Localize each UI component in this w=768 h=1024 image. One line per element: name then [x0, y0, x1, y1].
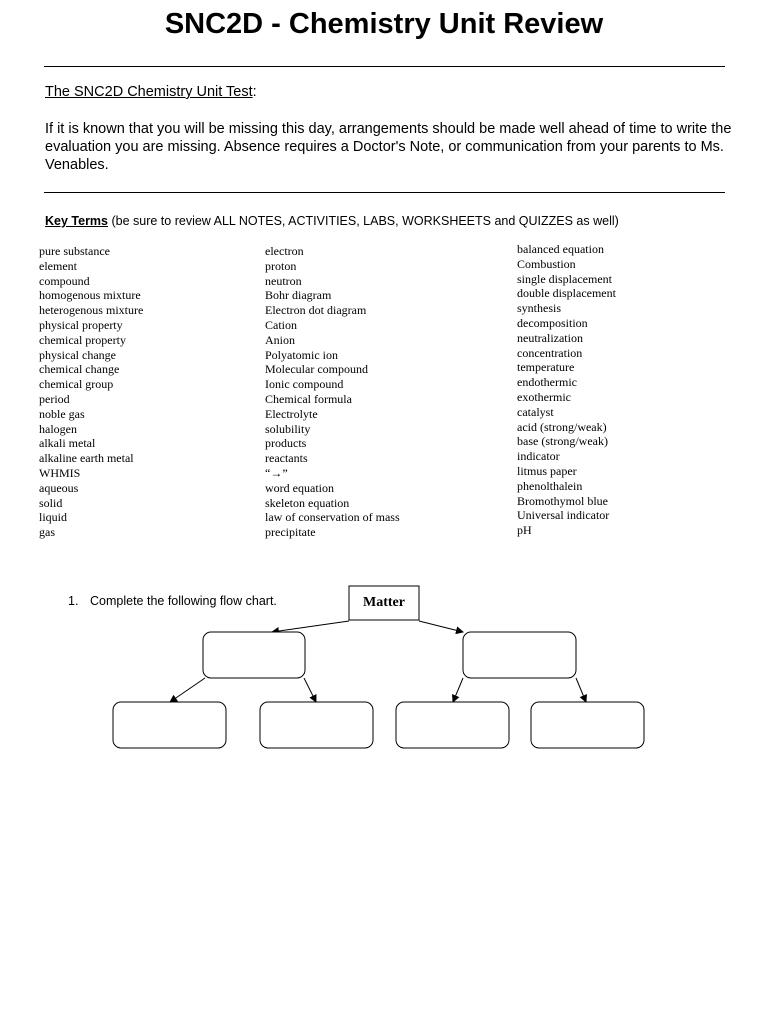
- key-term-item: pure substance: [39, 244, 110, 258]
- test-heading-text: The SNC2D Chemistry Unit Test: [45, 84, 253, 100]
- arrow-right-to-box3: [453, 678, 463, 702]
- key-term-item: aqueous: [39, 480, 79, 495]
- key-term-item: proton: [265, 258, 297, 273]
- key-term-item: alkaline earth metal: [39, 451, 134, 466]
- key-term-item: Electron dot diagram: [265, 303, 367, 318]
- arrow-root-left: [272, 621, 349, 632]
- key-term-item: chemical change: [39, 362, 120, 377]
- key-term-item: physical change: [39, 347, 116, 362]
- key-term-item: chemical group: [39, 377, 114, 392]
- question-text: Complete the following flow chart.: [90, 594, 277, 608]
- key-term-item: decomposition: [517, 315, 588, 330]
- key-term-item: Bohr diagram: [265, 288, 332, 303]
- key-term-item: solid: [39, 495, 63, 510]
- key-term-item: single displacement: [517, 271, 612, 286]
- answer-box-level2-3[interactable]: [396, 702, 509, 748]
- key-term-item: reactants: [265, 451, 308, 466]
- key-term-item: noble gas: [39, 406, 85, 421]
- arrow-right-to-box4: [576, 678, 586, 702]
- key-term-item: base (strong/weak): [517, 434, 608, 449]
- key-term-item: catalyst: [517, 404, 554, 419]
- key-terms-label: Key Terms: [45, 214, 108, 228]
- key-term-item: acid (strong/weak): [517, 419, 607, 434]
- answer-box-level1-left[interactable]: [203, 632, 305, 678]
- test-heading-colon: :: [252, 84, 257, 100]
- key-term-item: WHMIS: [39, 465, 81, 480]
- key-term-item: alkali metal: [39, 436, 96, 451]
- key-term-item: gas: [39, 525, 55, 540]
- key-term-item: indicator: [517, 449, 560, 464]
- key-term-item: physical property: [39, 317, 123, 332]
- arrow-root-right: [419, 621, 463, 632]
- page-title: SNC2D - Chemistry Unit Review: [164, 8, 604, 40]
- key-term-item: endothermic: [517, 375, 577, 390]
- key-term-item: Molecular compound: [265, 362, 368, 377]
- key-term-item: element: [39, 258, 77, 273]
- key-term-item: temperature: [517, 360, 575, 375]
- key-term-item: neutron: [265, 273, 302, 288]
- key-term-item: exothermic: [517, 389, 571, 404]
- key-term-item: electron: [265, 244, 304, 258]
- arrow-left-to-box2: [304, 678, 316, 702]
- key-term-item: Chemical formula: [265, 391, 352, 406]
- key-term-item: Cation: [265, 317, 297, 332]
- key-term-item: halogen: [39, 421, 77, 436]
- key-term-item: litmus paper: [517, 463, 577, 478]
- answer-box-level2-4[interactable]: [531, 702, 644, 748]
- key-term-item: pH: [517, 523, 532, 538]
- key-term-item: concentration: [517, 345, 583, 360]
- key-term-item: law of conservation of mass: [265, 510, 400, 525]
- key-term-item: skeleton equation: [265, 495, 350, 510]
- key-term-item: heterogenous mixture: [39, 303, 144, 318]
- key-term-item: word equation: [265, 480, 334, 495]
- key-term-item: Ionic compound: [265, 377, 344, 392]
- question-number: 1.: [68, 594, 79, 608]
- key-terms-note: (be sure to review ALL NOTES, ACTIVITIES, LABS, WORKSHEETS and QUIZZES as well): [108, 214, 619, 228]
- key-term-item: period: [39, 391, 70, 406]
- key-term-item: balanced equation: [517, 242, 604, 256]
- key-term-item: “→”: [265, 465, 288, 480]
- key-term-item: Combustion: [517, 256, 576, 271]
- arrow-left-to-box1: [170, 678, 205, 702]
- answer-box-level2-1[interactable]: [113, 702, 226, 748]
- key-term-item: double displacement: [517, 286, 616, 301]
- key-term-item: chemical property: [39, 332, 126, 347]
- answer-box-level1-right[interactable]: [463, 632, 576, 678]
- absence-paragraph: If it is known that you will be missing this day, arrangements should be made well ahead of time to write the evaluation you are missing. Absence requires a Doctor's Note, or communication from your parents to Ms. Venables.: [45, 121, 732, 173]
- key-term-item: products: [265, 436, 307, 451]
- key-term-item: compound: [39, 273, 90, 288]
- key-term-item: synthesis: [517, 301, 562, 316]
- key-term-item: Anion: [265, 332, 295, 347]
- key-term-item: homogenous mixture: [39, 288, 141, 303]
- key-term-item: precipitate: [265, 525, 316, 540]
- key-term-item: neutralization: [517, 330, 583, 345]
- key-term-item: phenolthalein: [517, 478, 583, 493]
- key-term-item: Electrolyte: [265, 406, 318, 421]
- key-term-item: Polyatomic ion: [265, 347, 338, 362]
- key-term-item: solubility: [265, 421, 311, 436]
- key-term-item: Bromothymol blue: [517, 493, 608, 508]
- key-term-item: Universal indicator: [517, 508, 610, 523]
- key-term-item: liquid: [39, 510, 68, 525]
- root-label-matter: Matter: [363, 595, 405, 610]
- answer-box-level2-2[interactable]: [260, 702, 373, 748]
